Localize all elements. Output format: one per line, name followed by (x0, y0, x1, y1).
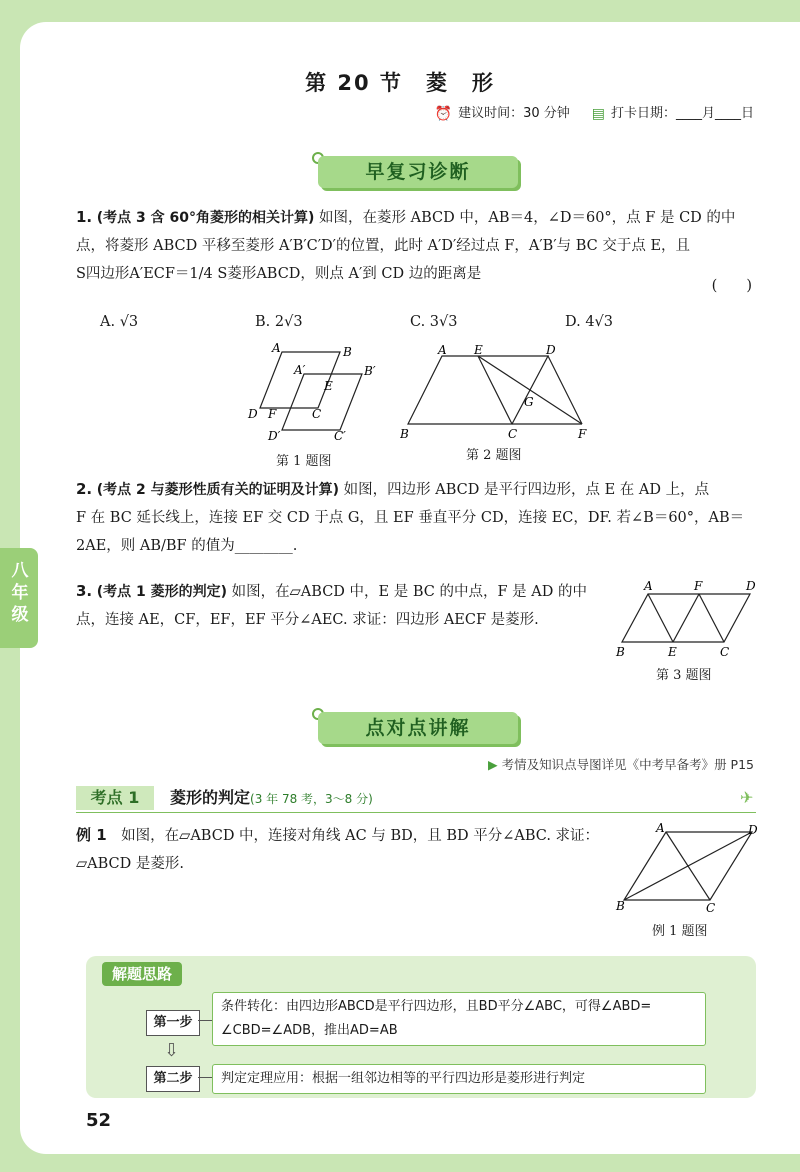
fig1-label-e: E (324, 379, 333, 393)
arrow-down-icon: ⇩ (164, 1040, 180, 1061)
checkin-date: 打卡日期：____月____日 (610, 106, 754, 121)
kaodian-tag: 考点 1 (76, 786, 154, 810)
fig3-label-c: C (720, 645, 730, 659)
review-banner: 早复习诊断 (318, 156, 518, 188)
question-2 (76, 476, 756, 560)
example-1-figure (614, 820, 764, 912)
example-1-caption: 例 1 题图 (652, 924, 708, 939)
example-1-line1: 如图，在▱ABCD 中，连接对角线 AC 与 BD，且 BD 平分∠ABC. 求证： (121, 828, 600, 844)
question-1-number: 1. (76, 208, 93, 226)
choice-a: A. √3 (100, 314, 139, 330)
fig1-label-b: B (343, 345, 352, 359)
reference-note (488, 756, 754, 774)
fig2-label-b: B (400, 427, 409, 441)
question-2-line2: F 在 BC 延长线上，连接 EF 交 CD 于点 G，且 EF 垂直平分 CD，连接 EC，DF. 若∠B＝60°，AB＝ (76, 510, 745, 526)
grade-side-tab-label: 八年级 (11, 561, 29, 625)
question-1-line1: 如图，在菱形 ABCD 中，AB＝4，∠D＝60°，点 F 是 CD 的中 (319, 210, 736, 226)
step-1-label: 第一步 (146, 1010, 200, 1036)
study-meta (435, 104, 754, 124)
figure-1 (240, 342, 390, 446)
fig1-label-d-prime: D′ (268, 429, 281, 443)
explain-banner: 点对点讲解 (318, 712, 518, 744)
figure-1-caption: 第 1 题图 (276, 454, 332, 469)
question-3-number: 3. (76, 582, 93, 600)
step-1-connector (198, 1020, 212, 1021)
step-2-text: 判定定理应用：根据一组邻边相等的平行四边形是菱形进行判定 (212, 1064, 706, 1094)
section-title: 第 20 节 菱 形 (305, 71, 495, 95)
question-2-line1: 如图，四边形 ABCD 是平行四边形，点 E 在 AD 上，点 (343, 482, 710, 498)
step-2-connector (198, 1077, 212, 1078)
fig2-label-d: D (546, 344, 556, 357)
paper-plane-icon: ✈ (740, 788, 754, 807)
example-1-line2: ▱ABCD 是菱形. (76, 856, 184, 872)
figure-3-caption: 第 3 题图 (656, 668, 712, 683)
arrow-right-icon: ▶ (487, 757, 498, 772)
example-1 (76, 822, 616, 878)
step-2-label: 第二步 (146, 1066, 200, 1092)
fig1-label-c: C (312, 407, 322, 421)
fig2-label-c: C (508, 427, 518, 441)
ex1-label-c: C (706, 901, 716, 912)
fig3-label-e: E (668, 645, 677, 659)
choice-b: B. 2√3 (255, 314, 303, 330)
ex1-label-a: A (656, 821, 665, 835)
question-2-tag: (考点 2 与菱形性质有关的证明及计算) (96, 482, 340, 498)
fig2-label-f: F (578, 427, 587, 441)
kaodian-stats: (3 年 78 考，3～8 分) (250, 792, 373, 806)
page-number: 52 (86, 1110, 112, 1131)
question-3-tag: (考点 1 菱形的判定) (96, 584, 228, 600)
choice-d: D. 4√3 (565, 314, 614, 330)
fig3-label-a: A (644, 579, 653, 593)
figure-3 (614, 578, 764, 660)
fig3-label-f: F (694, 579, 703, 593)
answer-paren: ( ) (711, 278, 752, 294)
step-1-text (212, 992, 706, 1046)
question-1-line2: 点，将菱形 ABCD 平移至菱形 A′B′C′D′的位置，此时 A′D′经过点 F，A′B′与 BC 交于点 E，且 (76, 238, 691, 254)
question-1-line3: S四边形A′ECF＝1/4 S菱形ABCD，则点 A′到 CD 边的距离是 (76, 266, 482, 282)
question-1-tag: (考点 3 含 60°角菱形的相关计算) (96, 210, 315, 226)
fig1-label-b-prime: B′ (364, 364, 376, 378)
fig1-label-a: A (272, 342, 281, 355)
figure-2-caption: 第 2 题图 (466, 448, 522, 463)
question-1-choices (100, 314, 720, 330)
fig2-label-a: A (438, 344, 447, 357)
fig1-label-d: D (248, 407, 258, 421)
suggest-time: 建议时间：30 分钟 (458, 106, 570, 121)
question-3 (76, 578, 616, 634)
fig1-label-c-prime: C′ (334, 429, 346, 443)
thinking-tag: 解题思路 (102, 962, 182, 986)
alarm-clock-icon: ⏰ (434, 106, 453, 122)
ex1-label-d: D (748, 823, 758, 837)
step-1-text-line2: ∠CBD=∠ADB，推出AD=AB (221, 1023, 398, 1038)
fig1-label-a-prime: A′ (294, 363, 306, 377)
step-1-text-line1: 条件转化：由四边形ABCD是平行四边形，且BD平分∠ABC，可得∠ABD= (221, 999, 652, 1014)
fig3-label-d: D (746, 579, 756, 593)
question-2-number: 2. (76, 480, 93, 498)
reference-text: 考情及知识点导图详见《中考早备考》册 P15 (501, 757, 754, 772)
choice-c: C. 3√3 (410, 314, 458, 330)
ex1-label-b: B (616, 899, 625, 912)
kaodian-heading (170, 786, 373, 811)
example-1-label: 例 1 (76, 826, 107, 844)
fig2-label-e: E (474, 344, 483, 357)
question-2-line3: 2AE，则 AB/BF 的值为________. (76, 538, 298, 554)
fig1-label-f: F (268, 407, 277, 421)
fig3-label-b: B (616, 645, 625, 659)
kaodian-title: 菱形的判定 (170, 788, 251, 807)
question-3-line1: 如图，在▱ABCD 中，E 是 BC 的中点，F 是 AD 的中 (231, 584, 587, 600)
calendar-icon: ▤ (591, 106, 605, 122)
fig2-label-g: G (524, 395, 534, 409)
question-1 (76, 204, 756, 288)
question-3-line2: 点，连接 AE，CF，EF，EF 平分∠AEC. 求证：四边形 AECF 是菱形. (76, 612, 539, 628)
figure-2 (400, 344, 600, 442)
